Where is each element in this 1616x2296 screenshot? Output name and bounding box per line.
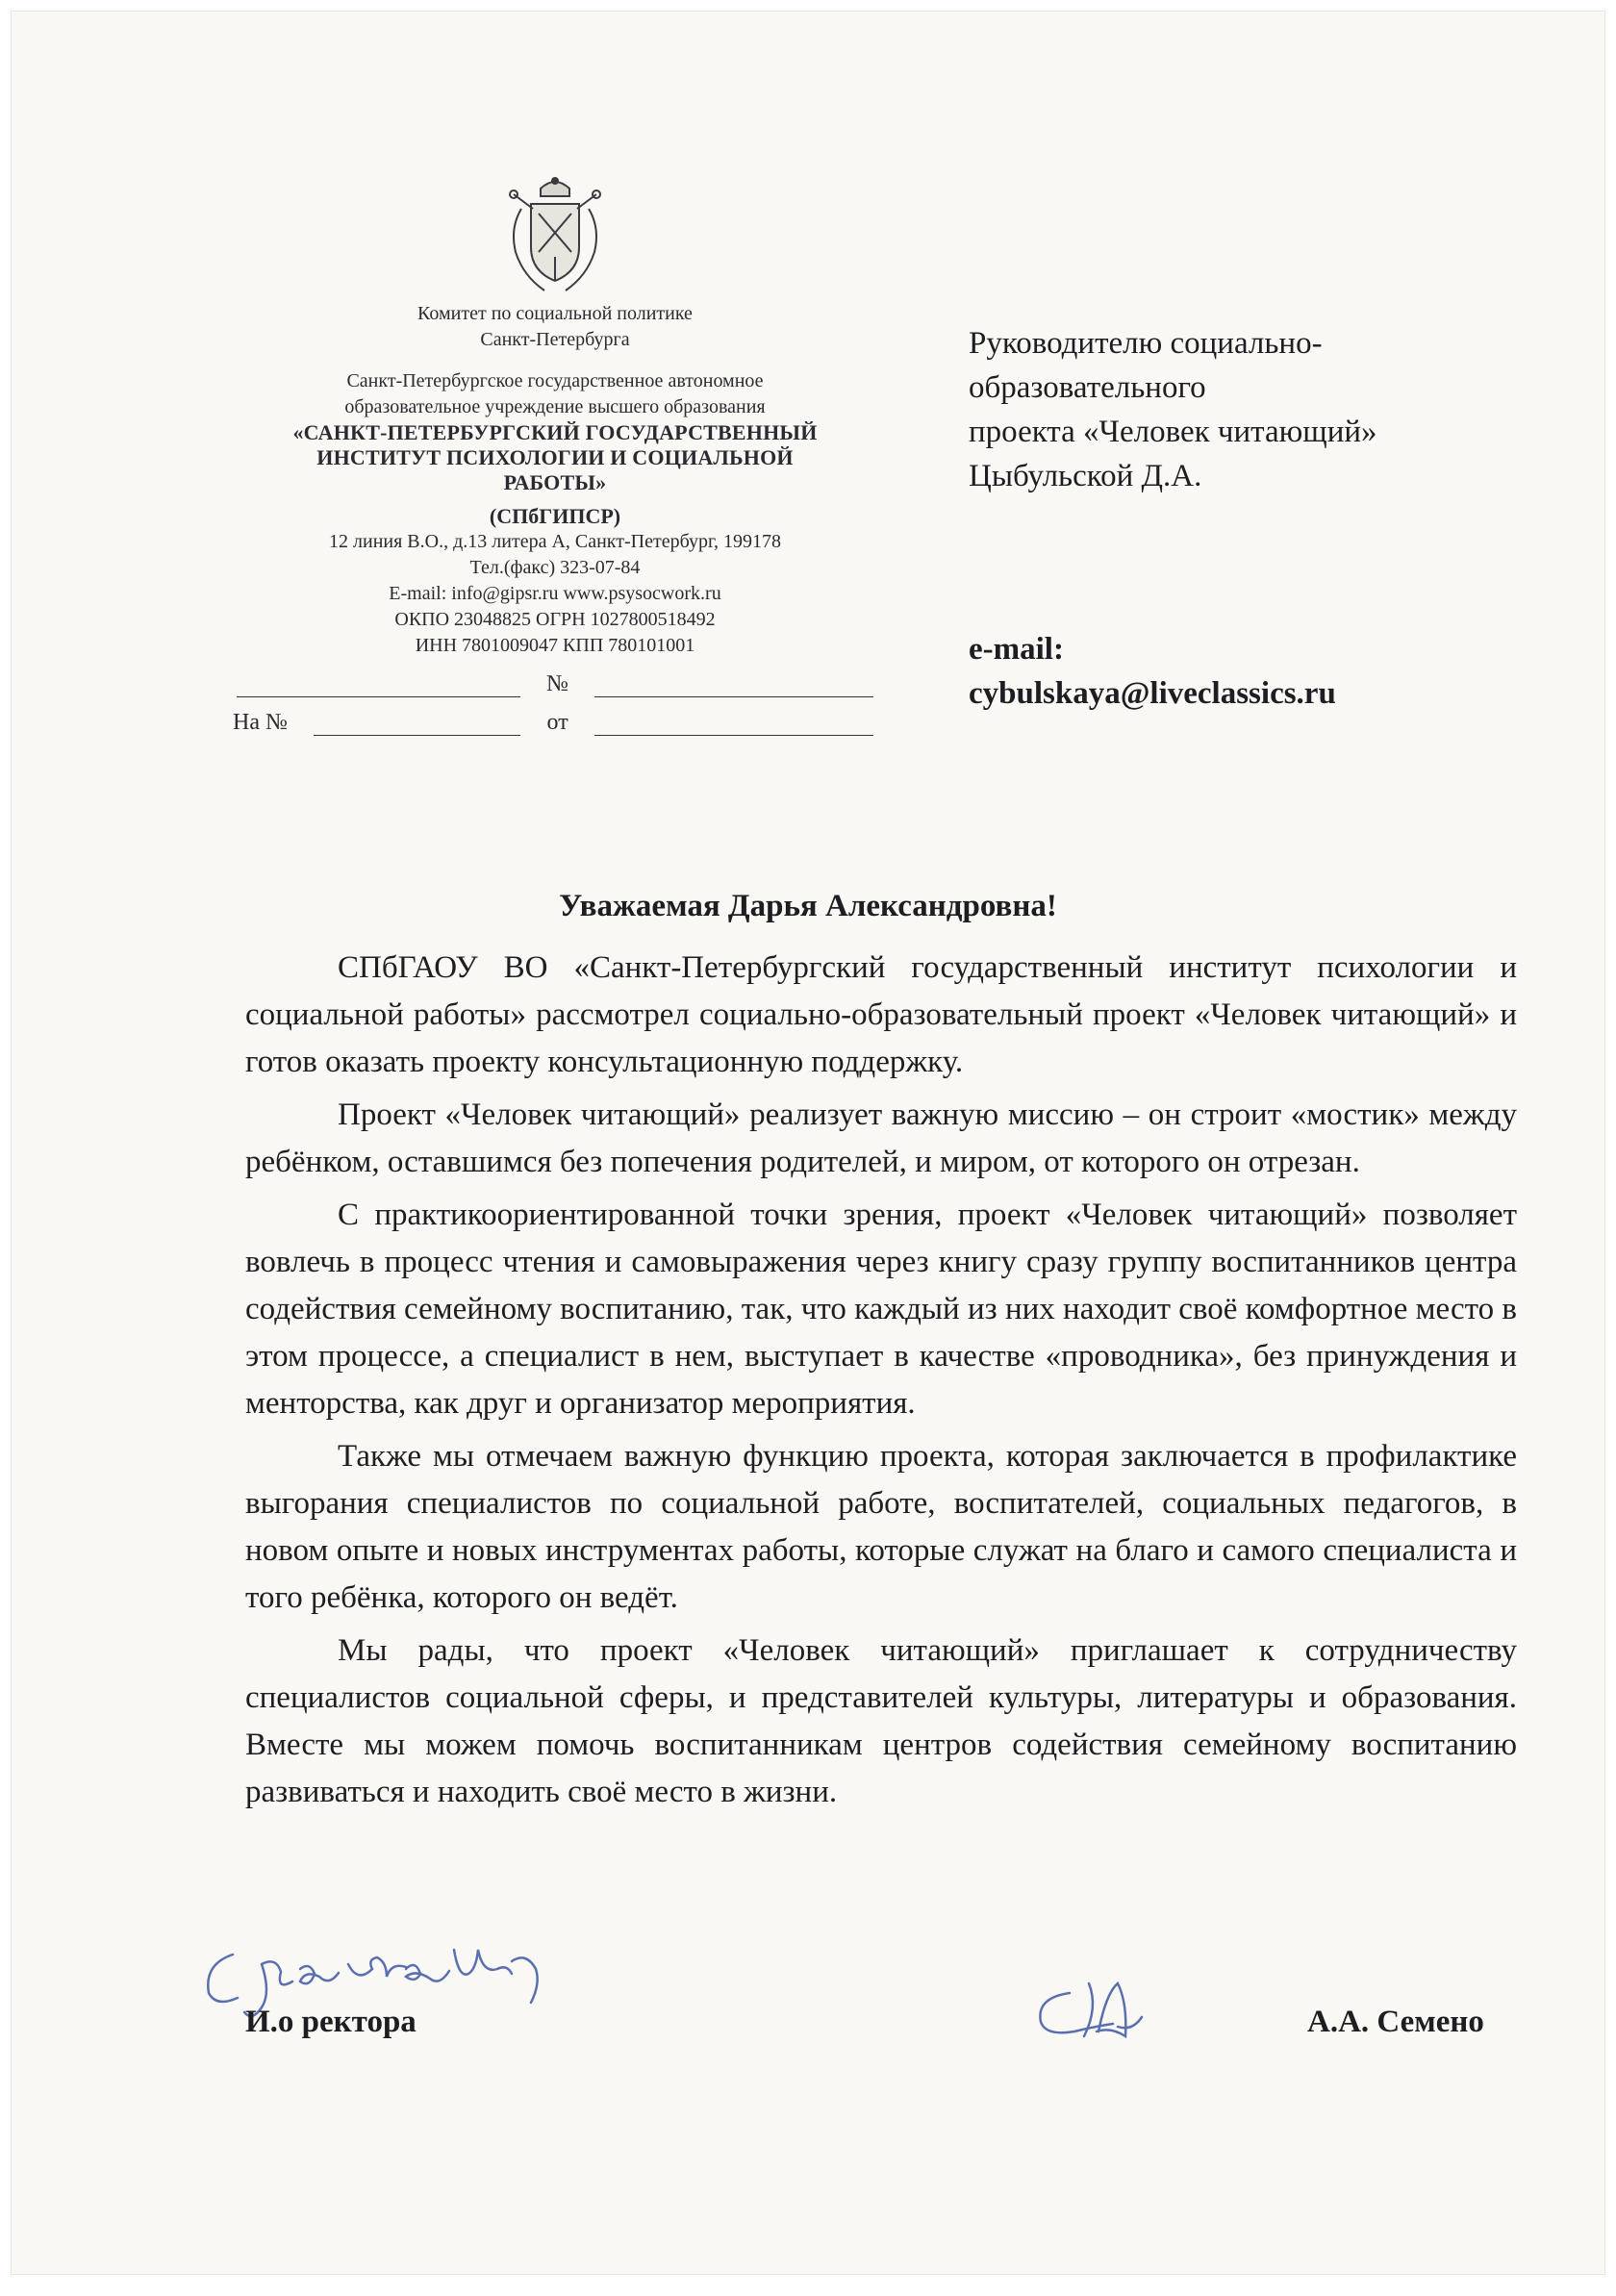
institution-okpo-ogrn: ОКПО 23048825 ОГРН 1027800518492 <box>394 609 716 630</box>
addressee-line4: Цыбульской Д.А. <box>969 459 1202 493</box>
addressee-email: cybulskaya@liveclassics.ru <box>969 676 1336 711</box>
outgoing-number-row <box>233 665 877 697</box>
body-paragraph: СПбГАОУ ВО «Санкт-Петербургский государственный институт психологии и социальной работы» рассмотрел социально-образовательный проект «Человек читающий» и готов оказать проекту консультационную поддержку. <box>245 950 1517 1079</box>
outgoing-date-blank <box>237 671 520 697</box>
institution-inn-kpp: ИНН 7801009047 КПП 780101001 <box>415 635 695 656</box>
signer-name: А.А. Семено <box>1307 2005 1484 2039</box>
signer-position: И.о ректора <box>245 2005 417 2039</box>
institution-phone: Тел.(факс) 323-07-84 <box>469 557 641 578</box>
addressee-line1: Руководителю социально- <box>969 326 1323 361</box>
committee-line1: Комитет по социальной политике <box>417 303 693 324</box>
letter-body <box>245 945 1517 1822</box>
addressee <box>969 321 1507 498</box>
letterhead <box>233 175 877 736</box>
addressee-line2: образовательного <box>969 370 1206 405</box>
body-paragraph: Также мы отмечаем важную функцию проекта, которая заключается в профилактике выгорания специалистов по социальной работе, воспитателей, социальных педагогов, в новом опыте и новых инструментах работы, которые служат на благо и самого специалиста и того ребёнка, которого он ведёт. <box>245 1439 1517 1615</box>
signature <box>1031 1974 1175 2051</box>
institution-abbreviation: (СПбГИПСР) <box>489 504 621 528</box>
reference-date-blank <box>594 710 873 736</box>
letter-page <box>12 12 1604 2274</box>
handwritten-signature-icon <box>1031 1974 1175 2051</box>
body-paragraph: Проект «Человек читающий» реализует важную миссию – он строит «мостик» между ребёнком, оставшимся без попечения родителей, и миром, от которого он отрезан. <box>245 1098 1517 1179</box>
committee-line2: Санкт-Петербурга <box>480 329 630 350</box>
reference-number-blank <box>314 710 520 736</box>
institution-name-line1: «САНКТ-ПЕТЕРБУРГСКИЙ ГОСУДАРСТВЕННЫЙ <box>292 420 818 444</box>
coat-of-arms-icon <box>502 175 608 295</box>
email-label: e-mail: <box>969 632 1064 667</box>
institution-line2: образовательное учреждение высшего образования <box>344 396 766 417</box>
institution-address: 12 линия В.О., д.13 литера А, Санкт-Петербург, 199178 <box>329 531 781 552</box>
salutation: Уважаемая Дарья Александровна! <box>559 889 1057 923</box>
body-paragraph: Мы рады, что проект «Человек читающий» приглашает к сотрудничеству специалистов социальной сферы, и представителей культуры, литературы и образования. Вместе мы можем помочь воспитанникам центров содействия семейному воспитанию развиваться и находить своё место в жизни. <box>245 1633 1517 1809</box>
reference-row <box>233 703 877 736</box>
institution-line1: Санкт-Петербургское государственное автономное <box>346 370 764 391</box>
institution-name-line3: РАБОТЫ» <box>503 470 607 494</box>
institution-name-line2: ИНСТИТУТ ПСИХОЛОГИИ И СОЦИАЛЬНОЙ <box>316 445 794 469</box>
from-label: от <box>546 710 568 735</box>
body-paragraph: С практикоориентированной точки зрения, проект «Человек читающий» позволяет вовлечь в процесс чтения и самовыражения через книгу сразу группу воспитанников центра содействия семейному воспитанию, так, что каждый из них находит своё комфортное место в этом процессе, а специалист в нем, выступает в качестве «проводника», без принуждения и менторства, как друг и организатор мероприятия. <box>245 1198 1517 1421</box>
institution-email-web: E-mail: info@gipsr.ru www.psysocwork.ru <box>389 583 721 604</box>
number-label: № <box>546 671 568 696</box>
reference-label: На № <box>233 710 288 735</box>
outgoing-number-blank <box>594 671 873 697</box>
addressee-email-block <box>969 627 1546 716</box>
addressee-line3: проекта «Человек читающий» <box>969 415 1377 449</box>
